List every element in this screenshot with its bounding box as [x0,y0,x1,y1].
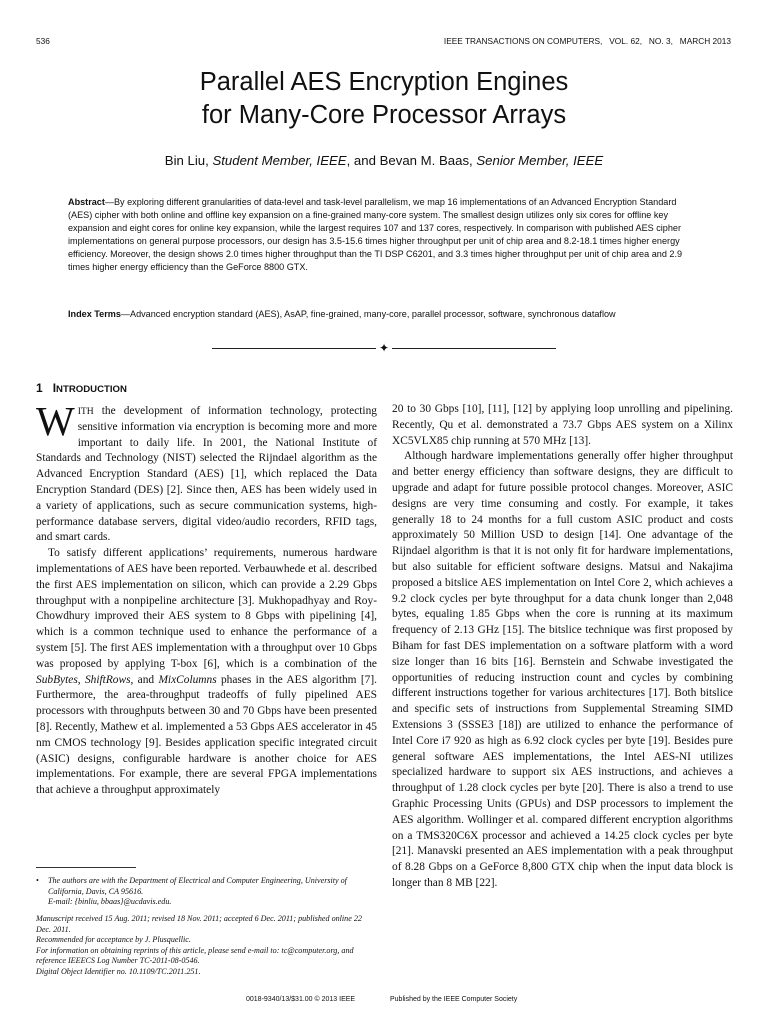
paper-title [0,66,768,132]
drop-cap: W [36,398,75,444]
footnote-reprints: For information on obtaining reprints of this article, please send e-mail to: tc@computer.org, and reference IEEECS Log Number TC-2011-08-0546. [36,945,354,965]
footnote-bullet: • [36,876,39,885]
footnote-manuscript-info [36,914,366,977]
footnote-recommended: Recommended for acceptance by J. Plusquellic. [36,935,191,944]
section-number: 1 [36,381,43,395]
paragraph-4: Although hardware implementations generally offer higher throughput and better energy efficiency than software designs, they are difficult to upgrade and adapt for future possible protocol changes. Moreover, ASIC designs are very time consuming and costly. For example, it takes generally 18 to 24 months for a full custom ASIC product and costs approximately 50 Million USD to design [14]. One advantage of the Rijndael algorithm is that it is not only fit for hardware implementations, but also suitable for efficient software designs. Matsui and Nakajima proposed a bitslice AES implementation on Intel Core 2, which achieves a 9.2 clock cycles per byte throughput for a data chunk longer than 2,048 bytes, equaling 1.85 Gbps when the core is running at its maximum frequency of 2.13 GHz [15]. The bitslice technique was first proposed by Biham for fast DES implementation on a software platform with a word size longer than 16 bits [16]. Bernstein and Schwabe investigated the opportunities of reducing instruction count and cycles by combining different instructions together for various architectures [17]. Both bitslice and specific sets of instructions from Supplemental Streaming SIMD Extensions 3 (SSSE3 [18]) are utilized to enhance the performance of Intel Core i7 920 as high as 6.92 clock cycles per byte [19]. Besides pure general software AES implementations, the Intel AES-NI utilizes specialized hardware to support six AES instructions, and achieves a throughput of 1.28 clock cycles per byte [20]. There is also a trend to use Graphic Processing Units (GPUs) and DSP processors to implement the AES algorithm. Wollinger et al. compared different encryption algorithms on a TMS320C6X processor and achieved a 14.25 clock cycles per byte [21]. Manavski presented an AES implementation with a peak throughput of 8.28 Gbps on a GeForce 8,800 GTX chip when the input data block is longer than 8 MB [22]. [392,450,733,889]
right-column [392,402,733,892]
paragraph-1-text: the development of information technology, protecting sensitive information via encryption is becoming more and more important to daily life. In 2001, the National Institute of Standards and Technology (NIST) selected the Rijndael algorithm as the Advanced Encryption Standard (AES) [1], which replaced the Data Encryption Standard (DES) [2]. Since then, AES has been widely used in a variety of applications, such as secure communication systems, high-performance database servers, digital video/audio recorders, RFID tags, and smart cards. [36,405,377,544]
title-line-1: Parallel AES Encryption Engines [199,68,569,96]
paragraph-2-text-a: To satisfy different applications’ requirements, numerous hardware implementations of AES have been reported. Verbauwhede et al. described the first AES implementation on silicon, which can provide a 2.29 Gbps throughput with a nonpipeline architecture [3]. Mukhopadhyay and Roy-Chowdhury improved their AES system to 8 Gbps with pipelining [4], which is a common technique used to enhance the performance of a system [5]. The first AES implementation with a throughput over 10 Gbps was proposed by applying T-box [6], which is a combination of the [36,547,377,670]
footnote-manuscript-dates: Manuscript received 15 Aug. 2011; revised 18 Nov. 2011; accepted 6 Dec. 2011; published online 22 Dec. 2011. [36,914,362,934]
author-2-role: Senior Member, IEEE [476,153,604,168]
section-title-rest: NTRODUCTION [56,384,127,395]
term-mixcolumns: MixColumns [158,673,217,686]
author-separator: , and Bevan M. Baas, [346,153,477,168]
publisher-notice: Published by the IEEE Computer Society [390,996,518,1003]
page-number: 536 [36,36,50,46]
copyright-notice: 0018-9340/13/$31.00 © 2013 IEEE [246,996,356,1003]
left-column [36,398,377,799]
footnote-rule [36,867,136,868]
divider-ornament: ✦ [376,340,392,356]
footnote-doi: Digital Object Identifier no. 10.1109/TC.2011.251. [36,966,201,976]
section-heading [36,381,127,395]
paragraph-3: 20 to 30 Gbps [10], [11], [12] by applying loop unrolling and pipelining. Recently, Qu et al. demonstrated a 73.7 Gbps AES system on a Xilinx XC5VLX85 chip running at 570 MHz [13]. [392,403,733,447]
abstract [68,196,701,275]
abstract-label: Abstract [68,197,105,207]
author-1: Bin Liu, [164,153,213,168]
paragraph-2 [36,546,377,799]
paragraph-1-lead: ITH [77,406,94,417]
index-terms [68,308,701,321]
paragraph-2-comma: , [77,673,85,686]
title-line-2: for Many-Core Processor Arrays [201,101,567,129]
author-line [0,153,768,168]
term-subbytes: SubBytes [36,673,78,686]
author-1-role: Student Member, IEEE [212,153,347,168]
running-header: IEEE TRANSACTIONS ON COMPUTERS, VOL. 62, NO. 3, MARCH 2013 [443,36,731,46]
abstract-text: —By exploring different granularities of data-level and task-level parallelism, we map 16 implementations of an Advanced Encryption Standard (AES) cipher with both online and offline key expansion on a fine-grained many-core system. The smallest design utilizes only six cores for offline key expansion and eight cores for online key expansion, while the largest requires 107 and 137 cores, respectively. In comparison with published AES cipher implementations on general purpose processors, our design has 3.5-15.6 times higher throughput per unit of chip area and 8.2-18.1 times higher energy efficiency. Moreover, the design shows 2.0 times higher throughput than the TI DSP C6201, and 3.3 times higher throughput per unit of chip area and 2.9 times higher energy efficiency than the GeForce 8800 GTX. [68,197,683,273]
paragraph-2-text-b: phases in the AES algorithm [7]. Furthermore, the area-throughput tradeoffs of fully pipelined AES processors with throughputs between 30 and 70 Gbps have been presented [8]. Recently, Mathew et al. implemented a 53 Gbps AES accelerator in 45 nm CMOS technology [9]. Besides application specific integrated circuit (ASIC) designs, configurable hardware is another choice for AES implementations. For example, there are several FPGA implementations that achieve a throughput approximately [36,673,377,797]
index-terms-text: —Advanced encryption standard (AES), AsAP, fine-grained, many-core, parallel processor, software, synchronous dataflow [120,309,616,319]
index-terms-label: Index Terms [68,309,121,319]
footnote-affiliation [36,876,378,908]
footnote-email: E-mail: {binliu, bbaas}@ucdavis.edu. [48,897,172,906]
paragraph-1 [36,398,377,546]
section-title-initial: I [52,381,57,395]
paragraph-2-and: , and [130,673,159,686]
footnote-affiliation-text: The authors are with the Department of Electrical and Computer Engineering, University of California, Davis, CA 95616. [48,876,347,896]
term-shiftrows: ShiftRows [84,673,131,686]
